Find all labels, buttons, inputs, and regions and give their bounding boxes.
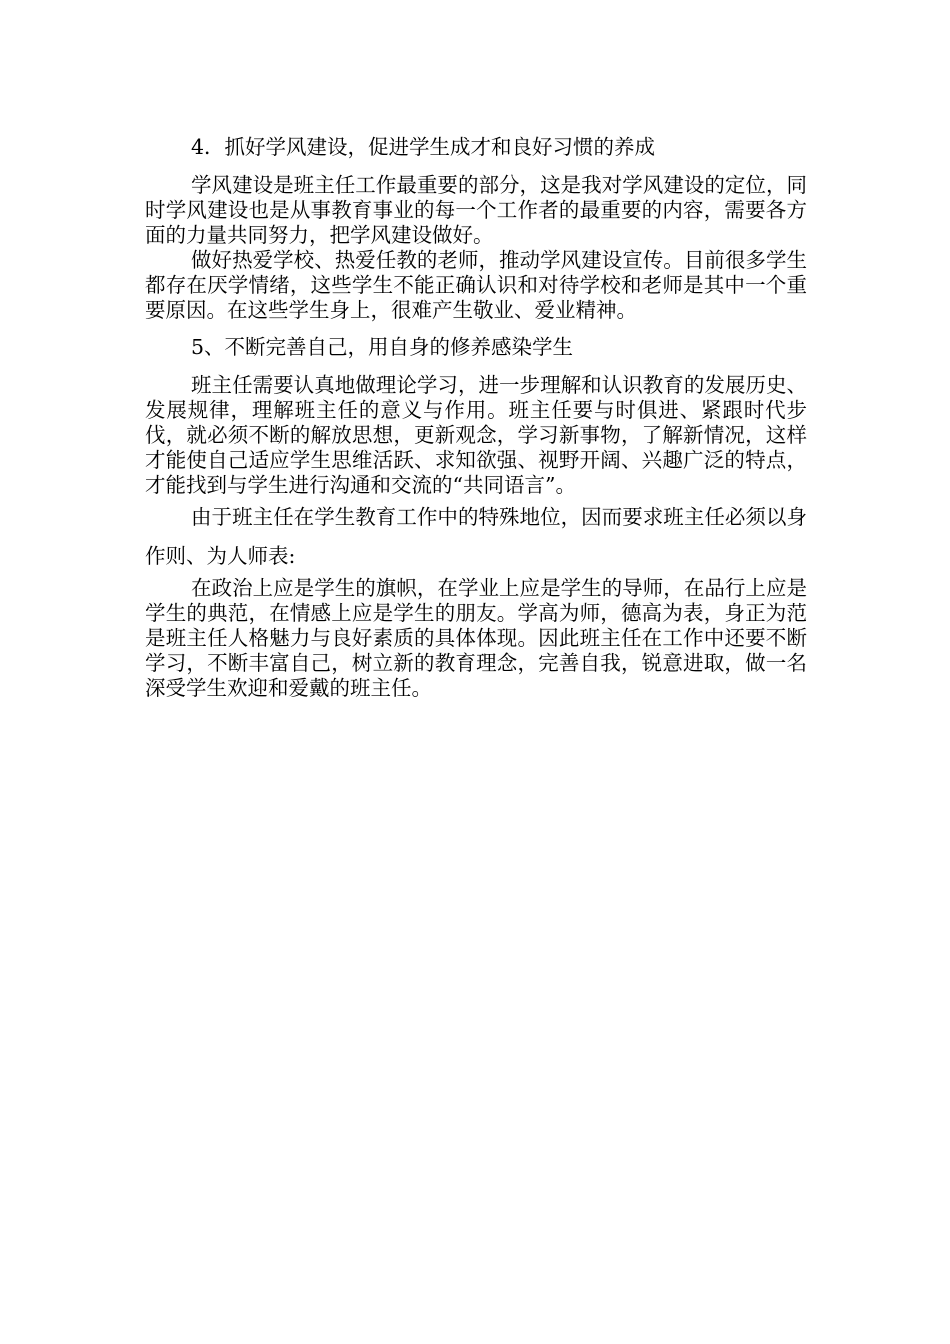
section-5-heading: 5、不断完善自己，用自身的修养感染学生 <box>191 335 574 359</box>
section-4-heading: 4．抓好学风建设，促进学生成才和良好习惯的养成 <box>191 135 656 159</box>
section-5-paragraph-1: 班主任需要认真地做理论学习，进一步理解和认识教育的发展历史、发展规律，理解班主任的意义与作用。班主任要与时俱进、紧跟时代步伐，就必须不断的解放思想，更新观念，学习新事物，了解新情况，这样才能使自己适应学生思维活跃、求知欲强、视野开阔、兴趣广泛的特点，才能找到与学生进行沟通和交流的“共同语言”。 <box>145 373 807 497</box>
section-4-paragraph-1: 学风建设是班主任工作最重要的部分，这是我对学风建设的定位，同时学风建设也是从事教育事业的每一个工作者的最重要的内容，需要各方面的力量共同努力，把学风建设做好。 <box>145 173 807 247</box>
section-5-paragraph-2: 由于班主任在学生教育工作中的特殊地位，因而要求班主任必须以身作则、为人师表: <box>145 505 807 568</box>
section-4-paragraph-2: 做好热爱学校、热爱任教的老师，推动学风建设宣传。目前很多学生都存在厌学情绪，这些学生不能正确认识和对待学校和老师是其中一个重要原因。在这些学生身上，很难产生敬业、爱业精神。 <box>145 248 807 322</box>
document-page <box>145 133 807 701</box>
section-5-paragraph-3: 在政治上应是学生的旗帜，在学业上应是学生的导师，在品行上应是学生的典范，在情感上应是学生的朋友。学高为师，德高为表，身正为范是班主任人格魅力与良好素质的具体体现。因此班主任在工作中还要不断学习，不断丰富自己，树立新的教育理念，完善自我，锐意进取，做一名深受学生欢迎和爱戴的班主任。 <box>145 576 807 700</box>
